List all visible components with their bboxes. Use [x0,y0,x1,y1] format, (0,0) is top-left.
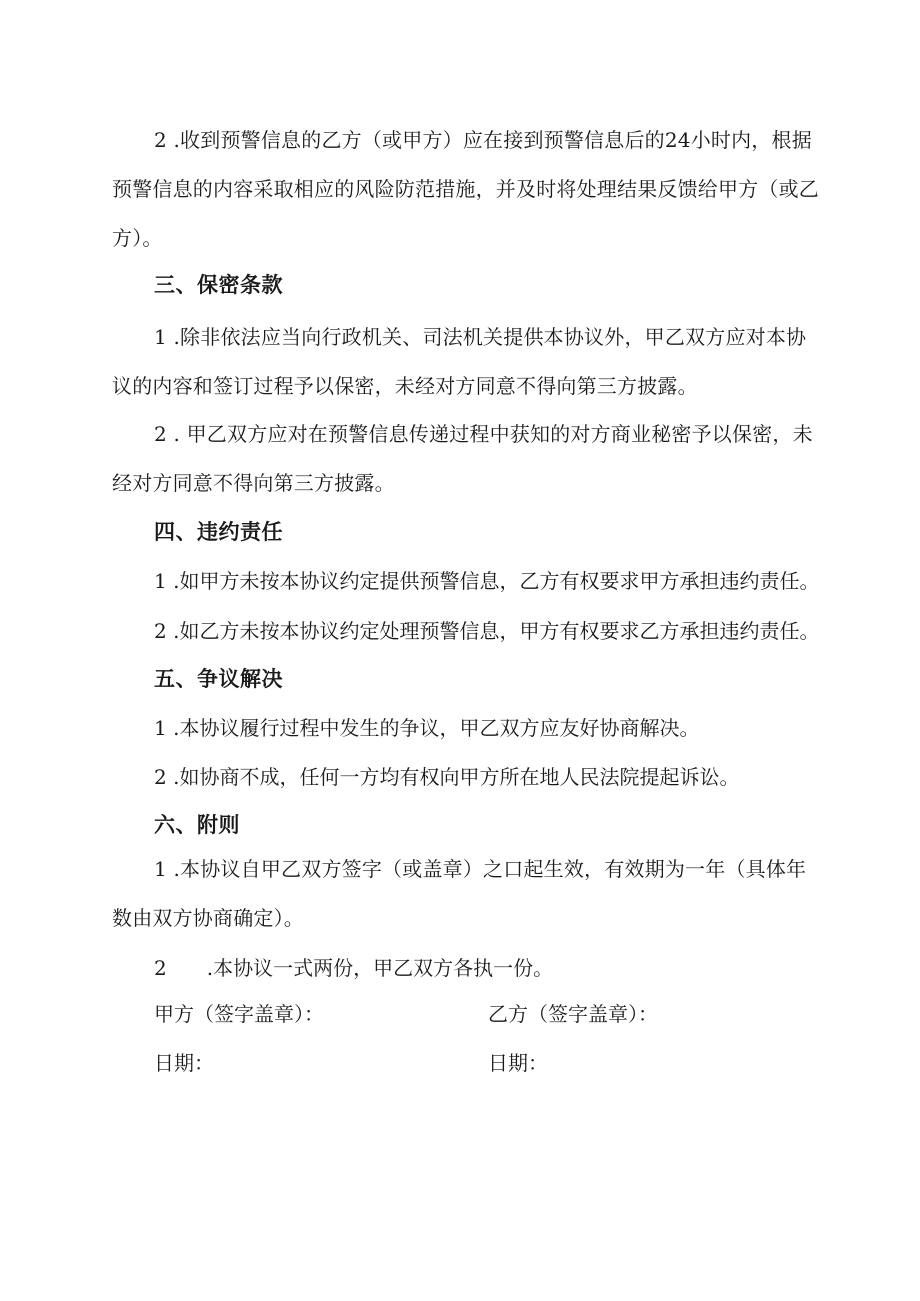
party-b-signature-label: 乙方（签字盖章）： [488,1002,658,1026]
clause-6-1: 1 .本协议自甲乙双方签字（或盖章）之口起生效，有效期为一年（具体年数由双方协商确定）。 [112,857,807,930]
clause-6-2: 2 .本协议一式两份，甲乙双方各执一份。 [154,956,554,980]
section-heading-disputes: 五、争议解决 [154,667,283,691]
section-heading-confidentiality: 三、保密条款 [154,273,283,297]
clause-5-2: 2 .如协商不成，任何一方均有权向甲方所在地人民法院提起诉讼。 [154,765,740,789]
clause-4-1: 1 .如甲方未按本协议约定提供预警信息，乙方有权要求甲方承担违约责任。 [154,569,820,593]
party-b-date-label: 日期： [488,1051,548,1075]
clause-4-2: 2 .如乙方未按本协议约定处理预警信息，甲方有权要求乙方承担违约责任。 [154,619,820,643]
section-heading-liability: 四、违约责任 [154,520,283,544]
party-a-date-label: 日期： [154,1051,214,1075]
section-heading-supplementary: 六、附则 [154,813,240,837]
party-a-signature-label: 甲方（签字盖章）： [154,1002,324,1026]
clause-2-2: 2 .收到预警信息的乙方（或甲方）应在接到预警信息后的24小时内，根据预警信息的内容采取相应的风险防范措施，并及时将处理结果反馈给甲方（或乙方）。 [112,128,819,250]
clause-3-1: 1 .除非依法应当向行政机关、司法机关提供本协议外，甲乙双方应对本协议的内容和签订过程予以保密，未经对方同意不得向第三方披露。 [112,325,807,398]
clause-3-2: 2 . 甲乙双方应对在预警信息传递过程中获知的对方商业秘密予以保密，未经对方同意不得向第三方披露。 [112,422,813,495]
clause-5-1: 1 .本协议履行过程中发生的争议，甲乙双方应友好协商解决。 [154,716,700,740]
